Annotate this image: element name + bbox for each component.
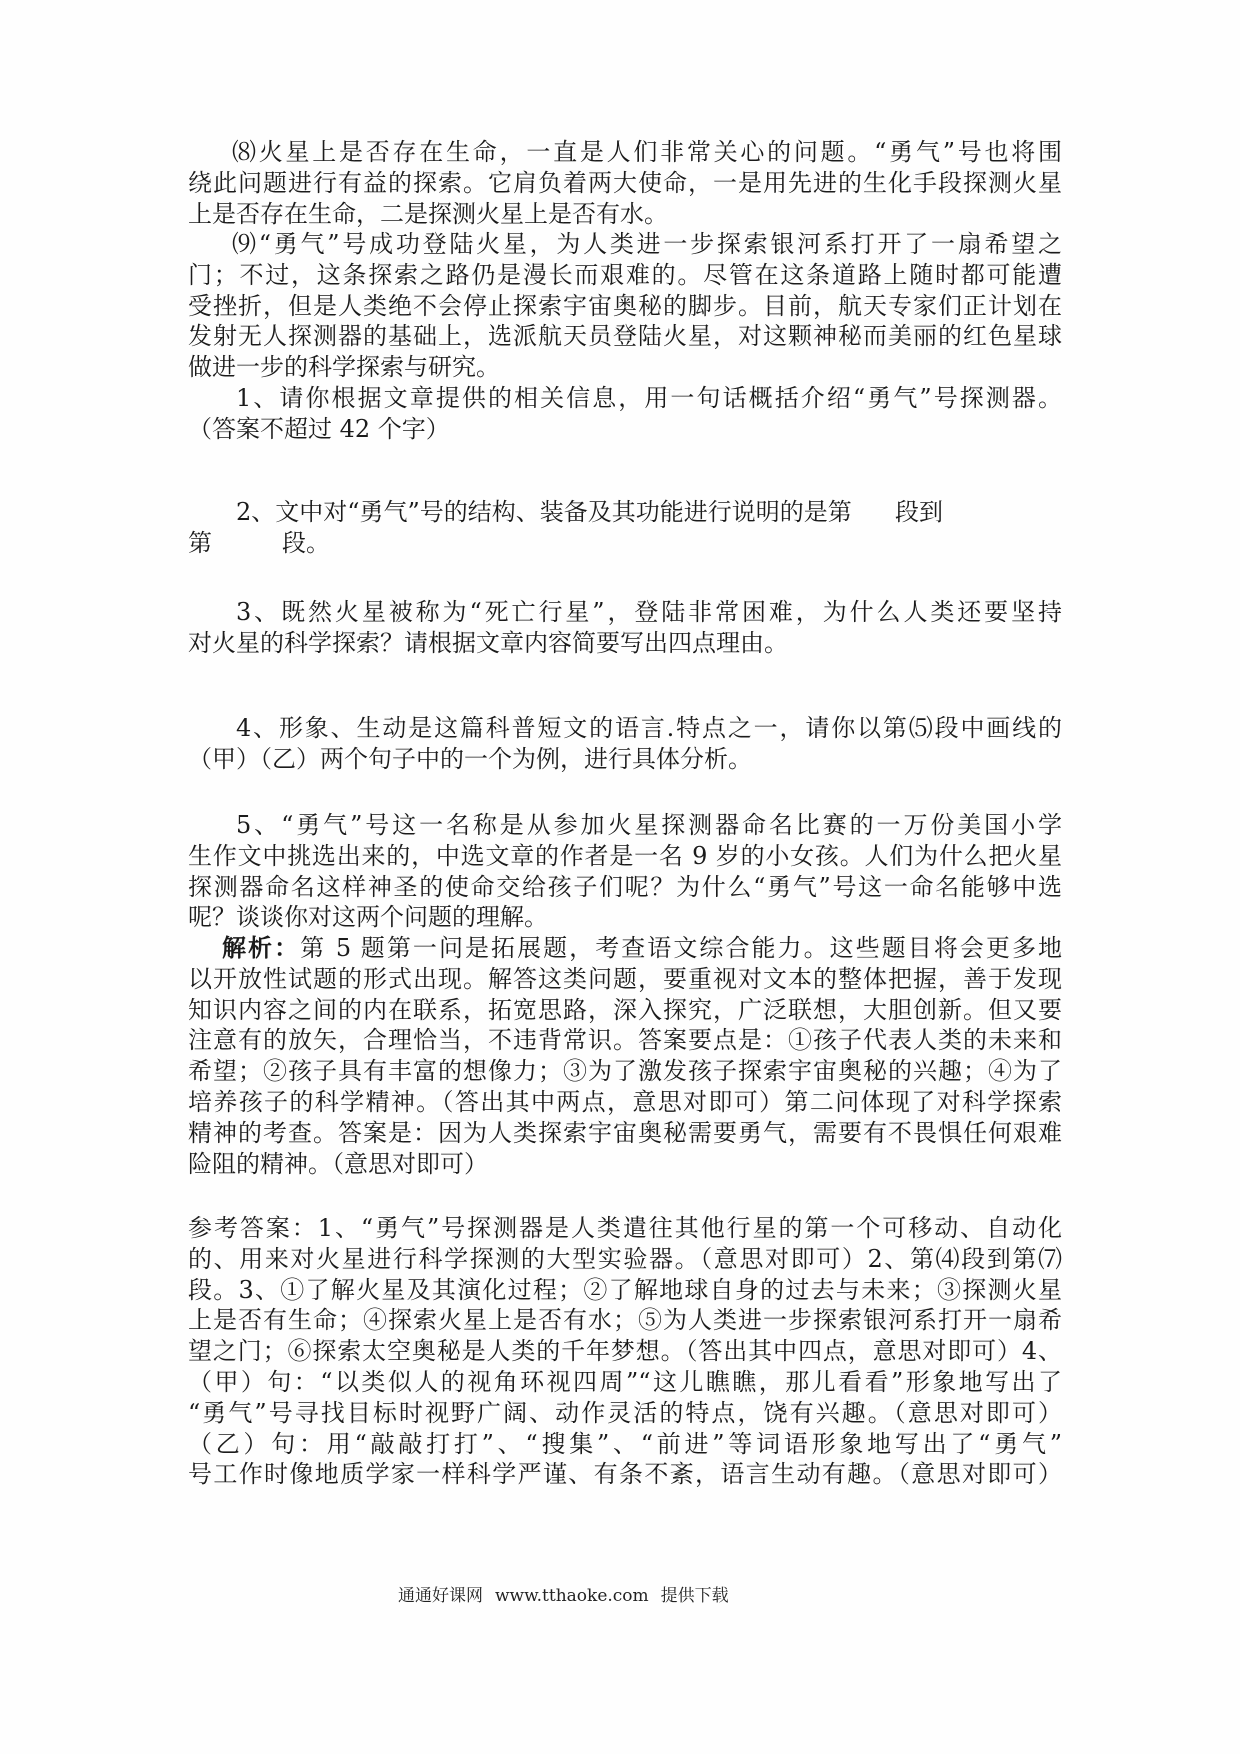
text-line: 希望；②孩子具有丰富的想像力；③为了激发孩子探索宇宙奥秘的兴趣；④为了 bbox=[188, 1057, 1062, 1086]
text-line: 望之门；⑥探索太空奥秘是人类的千年梦想。（答出其中四点，意思对即可）4、 bbox=[188, 1337, 1062, 1366]
analysis bbox=[188, 933, 1062, 1179]
text-line: 1、请你根据文章提供的相关信息，用一句话概括介绍“勇气”号探测器。 bbox=[236, 384, 1062, 412]
text-line: （甲）（乙）两个句子中的一个为例，进行具体分析。 bbox=[188, 744, 752, 773]
text-line: 生作文中挑选出来的，中选文章的作者是一名 9 岁的小女孩。人们为什么把火星 bbox=[188, 841, 1062, 870]
text-line: 上是否有生命；④探索火星上是否有水；⑤为人类进一步探索银河系打开一扇希 bbox=[188, 1306, 1062, 1335]
text-line bbox=[188, 497, 1062, 528]
question-1 bbox=[188, 383, 1062, 445]
text-line: 注意有的放矢，合理恰当，不违背常识。答案要点是：①孩子代表人类的未来和 bbox=[188, 1026, 1062, 1055]
text-line: “勇气”号寻找目标时视野广阔、动作灵活的特点，饶有兴趣。（意思对即可） bbox=[188, 1398, 1062, 1427]
text-line bbox=[188, 528, 1062, 559]
question-2-blank-end-label: 段。 bbox=[282, 528, 330, 557]
question-3 bbox=[188, 597, 1062, 659]
text-line: 探测器命名这样神圣的使命交给孩子们呢？为什么“勇气”号这一命名能够中选 bbox=[188, 872, 1062, 901]
text-line: 3、既然火星被称为“死亡行星”，登陆非常困难，为什么人类还要坚持 bbox=[236, 598, 1062, 626]
page-footer bbox=[398, 1584, 741, 1608]
footer-suffix: 提供下载 bbox=[660, 1586, 729, 1606]
question-5 bbox=[188, 810, 1062, 933]
text-line: 段。3、①了解火星及其演化过程；②了解地球自身的过去与未来；③探测火星 bbox=[188, 1275, 1062, 1304]
text-line: （甲）句：“以类似人的视角环视四周”“这儿瞧瞧，那儿看看”形象地写出了 bbox=[188, 1367, 1062, 1396]
text-line: （答案不超过 42 个字） bbox=[188, 414, 450, 443]
analysis-label: 解析： bbox=[222, 933, 301, 962]
text-line: 培养孩子的科学精神。（答出其中两点，意思对即可）第二问体现了对科学探索 bbox=[188, 1087, 1062, 1116]
text-line: 发射无人探测器的基础上，选派航天员登陆火星，对这颗神秘而美丽的红色星球 bbox=[188, 322, 1062, 351]
footer-site-name: 通通好课网 bbox=[398, 1586, 483, 1606]
paragraph-9 bbox=[188, 229, 1062, 383]
question-2-blank-start-label: 第 bbox=[188, 528, 212, 557]
text-line: 绕此问题进行有益的探索。它肩负着两大使命，一是用先进的生化手段探测火星 bbox=[188, 168, 1062, 197]
text-line: 险阻的精神。（意思对即可） bbox=[188, 1149, 488, 1178]
text-line: ⑼“勇气”号成功登陆火星，为人类进一步探索银河系打开了一扇希望之 bbox=[232, 230, 1062, 258]
question-4 bbox=[188, 713, 1062, 775]
text-line: 上是否存在生命，二是探测火星上是否有水。 bbox=[188, 199, 668, 228]
text-line: 做进一步的科学探索与研究。 bbox=[188, 353, 500, 382]
text-line: 门；不过，这条探索之路仍是漫长而艰难的。尽管在这条道路上随时都可能遭 bbox=[188, 260, 1062, 289]
text-line: 号工作时像地质学家一样科学严谨、有条不紊，语言生动有趣。（意思对即可） bbox=[188, 1460, 1062, 1489]
text-line: 以开放性试题的形式出现。解答这类问题，要重视对文本的整体把握，善于发现 bbox=[188, 964, 1062, 993]
text-line: 知识内容之间的内在联系，拓宽思路，深入探究，广泛联想，大胆创新。但又要 bbox=[188, 995, 1062, 1024]
reference-answers bbox=[188, 1213, 1062, 1490]
text-line: 受挫折，但是人类绝不会停止探索宇宙奥秘的脚步。目前，航天专家们正计划在 bbox=[188, 291, 1062, 320]
text-line: 精神的考查。答案是：因为人类探索宇宙奥秘需要勇气，需要有不畏惧任何艰难 bbox=[188, 1118, 1062, 1147]
text-line: ⑻火星上是否存在生命，一直是人们非常关心的问题。“勇气”号也将围 bbox=[232, 138, 1062, 166]
question-2-blank-end-label: 段到 bbox=[895, 498, 943, 526]
analysis-text: 第 5 题第一问是拓展题，考查语文综合能力。这些题目将会更多地 bbox=[300, 934, 1062, 962]
question-2 bbox=[188, 497, 1062, 559]
text-line: 4、形象、生动是这篇科普短文的语言.特点之一，请你以第⑸段中画线的 bbox=[236, 714, 1062, 742]
text-line: （乙）句：用“敲敲打打”、“搜集”、“前进”等词语形象地写出了“勇气” bbox=[188, 1429, 1062, 1458]
text-line: 5、“勇气”号这一名称是从参加火星探测器命名比赛的一万份美国小学 bbox=[236, 811, 1062, 839]
text-line: 对火星的科学探索？请根据文章内容简要写出四点理由。 bbox=[188, 628, 788, 657]
paragraph-8 bbox=[188, 137, 1062, 229]
text-line: 的、用来对火星进行科学探测的大型实验器。（意思对即可）2、第⑷段到第⑺ bbox=[188, 1244, 1062, 1273]
text-line: 呢？谈谈你对这两个问题的理解。 bbox=[188, 903, 548, 932]
question-2-text: 2、文中对“勇气”号的结构、装备及其功能进行说明的是第 bbox=[236, 498, 852, 526]
footer-url: www.tthaoke.com bbox=[495, 1586, 649, 1606]
text-line bbox=[188, 933, 1062, 964]
text-line: 参考答案：1、“勇气”号探测器是人类遣往其他行星的第一个可移动、自动化 bbox=[188, 1214, 1062, 1242]
